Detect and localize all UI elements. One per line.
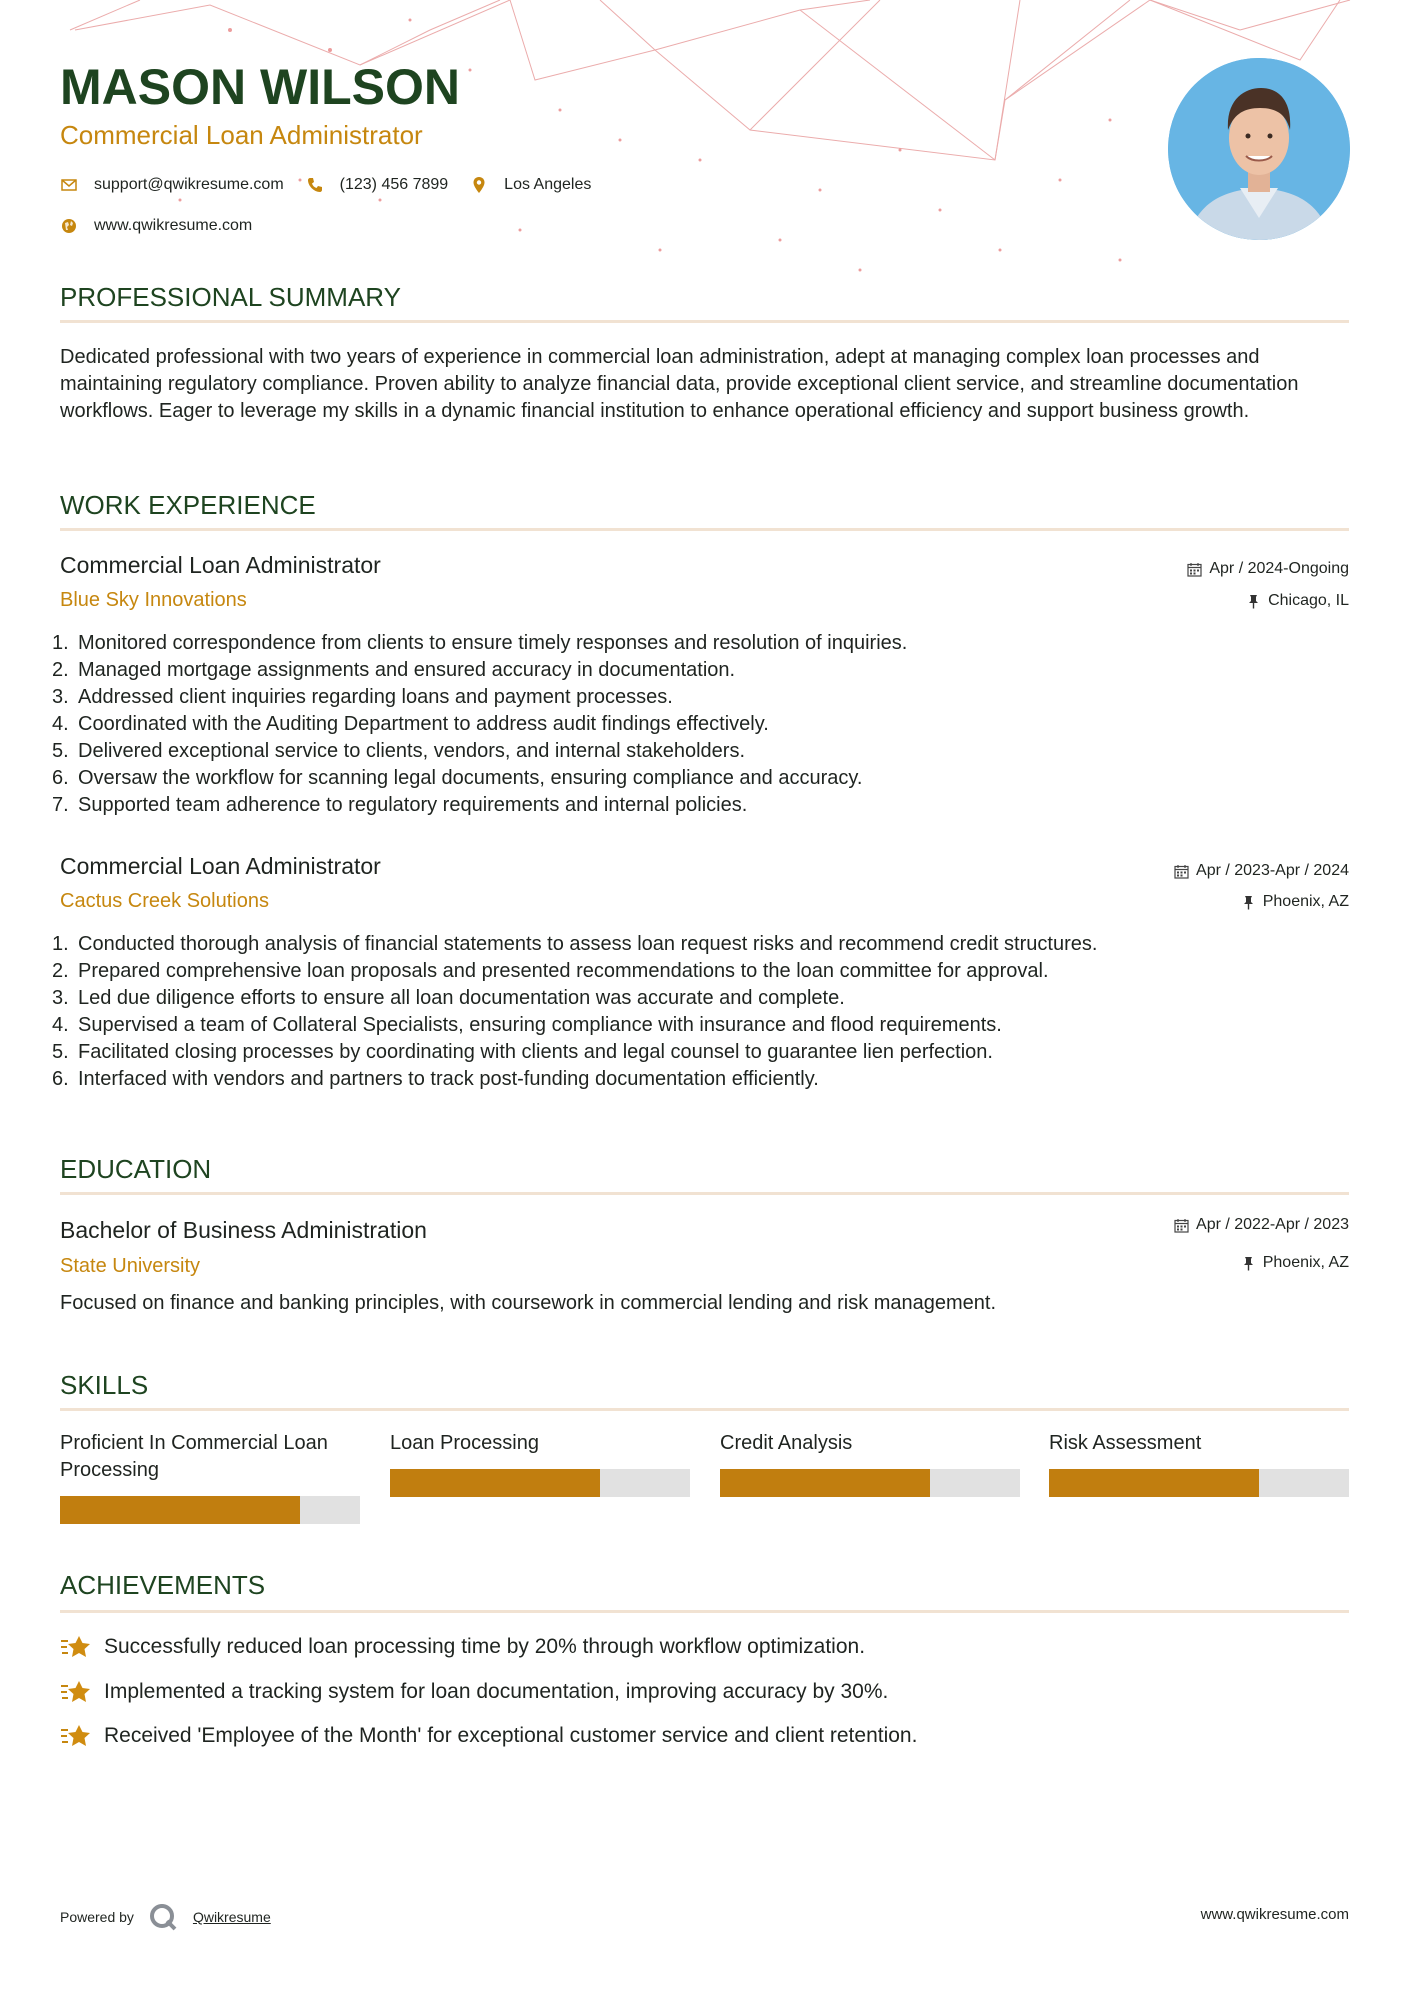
list-item: 5. Delivered exceptional service to clients, vendors, and internal stakeholders. bbox=[52, 740, 746, 762]
globe-icon bbox=[60, 217, 80, 235]
footer-website-link[interactable]: www.qwikresume.com bbox=[1200, 1906, 1349, 1923]
list-item: 2. Managed mortgage assignments and ensured accuracy in documentation. bbox=[52, 659, 736, 681]
education-description: Focused on finance and banking principles, with coursework in commercial lending and risk management. bbox=[60, 1292, 997, 1314]
skill-bar-track bbox=[390, 1469, 690, 1497]
education-dates-text: Apr / 2022-Apr / 2023 bbox=[1196, 1216, 1349, 1233]
list-item: 1. Conducted thorough analysis of financial statements to assess loan request risks and recommend credit structures. bbox=[52, 933, 1098, 955]
location-pin-icon bbox=[470, 176, 490, 194]
skill-bar-track bbox=[60, 1496, 360, 1524]
profile-photo bbox=[1168, 58, 1350, 240]
email-link[interactable]: support@qwikresume.com bbox=[94, 176, 284, 193]
section-divider bbox=[60, 1408, 1349, 1411]
achievement-text: Received 'Employee of the Month' for exceptional customer service and client retention. bbox=[104, 1724, 918, 1747]
achievement-item bbox=[60, 1632, 865, 1662]
skill-bar-fill bbox=[720, 1469, 930, 1497]
skill-label: Proficient In Commercial Loan Processing bbox=[60, 1432, 328, 1481]
job-dates bbox=[1187, 560, 1349, 578]
achievement-item bbox=[60, 1677, 888, 1707]
list-item: 7. Supported team adherence to regulatory requirements and internal policies. bbox=[52, 794, 748, 816]
website-link[interactable]: www.qwikresume.com bbox=[94, 217, 253, 234]
skill-label: Credit Analysis bbox=[720, 1432, 853, 1454]
skill-item bbox=[720, 1430, 1020, 1457]
pushpin-icon bbox=[1241, 895, 1256, 910]
section-divider bbox=[60, 320, 1349, 323]
section-divider bbox=[60, 1192, 1349, 1195]
job-location-text: Phoenix, AZ bbox=[1262, 893, 1349, 910]
education-dates bbox=[1174, 1216, 1349, 1234]
list-item: 6. Oversaw the workflow for scanning legal documents, ensuring compliance and accuracy. bbox=[52, 767, 863, 789]
skill-bar-fill bbox=[1049, 1469, 1259, 1497]
job-title: Commercial Loan Administrator bbox=[60, 552, 381, 578]
pushpin-icon bbox=[1241, 1256, 1256, 1271]
school-name: State University bbox=[60, 1255, 201, 1277]
skill-bar-track bbox=[720, 1469, 1020, 1497]
job-dates-text: Apr / 2023-Apr / 2024 bbox=[1196, 862, 1349, 879]
calendar-icon bbox=[1174, 864, 1189, 879]
skill-bar-track bbox=[1049, 1469, 1349, 1497]
contact-row-primary bbox=[60, 174, 613, 196]
phone-number[interactable]: (123) 456 7899 bbox=[339, 176, 449, 193]
section-heading-experience: WORK EXPERIENCE bbox=[60, 490, 316, 520]
skill-label: Risk Assessment bbox=[1049, 1432, 1202, 1454]
section-heading-summary: PROFESSIONAL SUMMARY bbox=[60, 282, 401, 312]
star-achievement-icon bbox=[60, 1721, 92, 1751]
skill-item bbox=[60, 1430, 360, 1484]
contact-row-secondary bbox=[60, 215, 274, 237]
pushpin-icon bbox=[1246, 594, 1261, 609]
list-item: 4. Coordinated with the Auditing Department to address audit findings effectively. bbox=[52, 713, 769, 735]
qwikresume-logo-icon bbox=[148, 1902, 178, 1932]
list-item: 1. Monitored correspondence from clients to ensure timely responses and resolution of inquiries. bbox=[52, 632, 908, 654]
list-item: 2. Prepared comprehensive loan proposals and presented recommendations to the loan committee for approval. bbox=[52, 960, 1049, 982]
job-dates bbox=[1174, 862, 1349, 880]
job-title: Commercial Loan Administrator bbox=[60, 853, 381, 879]
calendar-icon bbox=[1174, 1218, 1189, 1233]
skill-label: Loan Processing bbox=[390, 1432, 539, 1454]
section-heading-achievements: ACHIEVEMENTS bbox=[60, 1570, 266, 1600]
summary-text: Dedicated professional with two years of experience in commercial loan administration, adept at managing complex loan processes and maintaining regulatory compliance. Proven ability to analyze financial data, provide exceptional client service, and streamline documentation workflows. Eager to leverage my skills in a dynamic financial institution to enhance operational efficiency and support business growth. bbox=[60, 346, 1299, 422]
job-location bbox=[1241, 893, 1349, 911]
achievement-item bbox=[60, 1721, 917, 1751]
list-item: 6. Interfaced with vendors and partners to track post-funding documentation efficiently. bbox=[52, 1068, 819, 1090]
skill-bar-fill bbox=[390, 1469, 600, 1497]
candidate-name: MASON WILSON bbox=[60, 59, 460, 115]
list-item: 3. Addressed client inquiries regarding loans and payment processes. bbox=[52, 686, 673, 708]
qwikresume-link[interactable]: Qwikresume bbox=[192, 1909, 271, 1925]
star-achievement-icon bbox=[60, 1677, 92, 1707]
achievement-text: Successfully reduced loan processing time by 20% through workflow optimization. bbox=[104, 1635, 866, 1658]
section-divider bbox=[60, 528, 1349, 531]
section-heading-education: EDUCATION bbox=[60, 1154, 212, 1184]
skill-item bbox=[1049, 1430, 1349, 1457]
list-item: 4. Supervised a team of Collateral Specialists, ensuring compliance with insurance and flood requirements. bbox=[52, 1014, 1002, 1036]
degree-title: Bachelor of Business Administration bbox=[60, 1217, 427, 1243]
job-dates-text: Apr / 2024-Ongoing bbox=[1209, 560, 1349, 577]
location-text: Los Angeles bbox=[504, 176, 592, 193]
section-divider bbox=[60, 1610, 1349, 1613]
list-item: 5. Facilitated closing processes by coordinating with clients and legal counsel to guarantee lien perfection. bbox=[52, 1041, 993, 1063]
job-responsibilities-list bbox=[52, 931, 1332, 1093]
footer-powered-by bbox=[60, 1902, 271, 1932]
envelope-icon bbox=[60, 176, 80, 194]
job-responsibilities-list bbox=[52, 630, 1332, 819]
job-location-text: Chicago, IL bbox=[1268, 592, 1349, 609]
calendar-icon bbox=[1187, 562, 1202, 577]
company-name: Cactus Creek Solutions bbox=[60, 890, 269, 912]
education-location-text: Phoenix, AZ bbox=[1262, 1254, 1349, 1271]
education-location bbox=[1241, 1254, 1349, 1272]
star-achievement-icon bbox=[60, 1632, 92, 1662]
list-item: 3. Led due diligence efforts to ensure all loan documentation was accurate and complete. bbox=[52, 987, 845, 1009]
section-heading-skills: SKILLS bbox=[60, 1370, 149, 1400]
achievement-text: Implemented a tracking system for loan documentation, improving accuracy by 30%. bbox=[104, 1680, 889, 1703]
skill-item bbox=[390, 1430, 690, 1457]
candidate-title: Commercial Loan Administrator bbox=[60, 120, 423, 150]
company-name: Blue Sky Innovations bbox=[60, 589, 247, 611]
skill-bar-fill bbox=[60, 1496, 300, 1524]
job-location bbox=[1246, 592, 1349, 610]
phone-icon bbox=[306, 176, 326, 194]
powered-by-label: Powered by bbox=[60, 1909, 134, 1925]
